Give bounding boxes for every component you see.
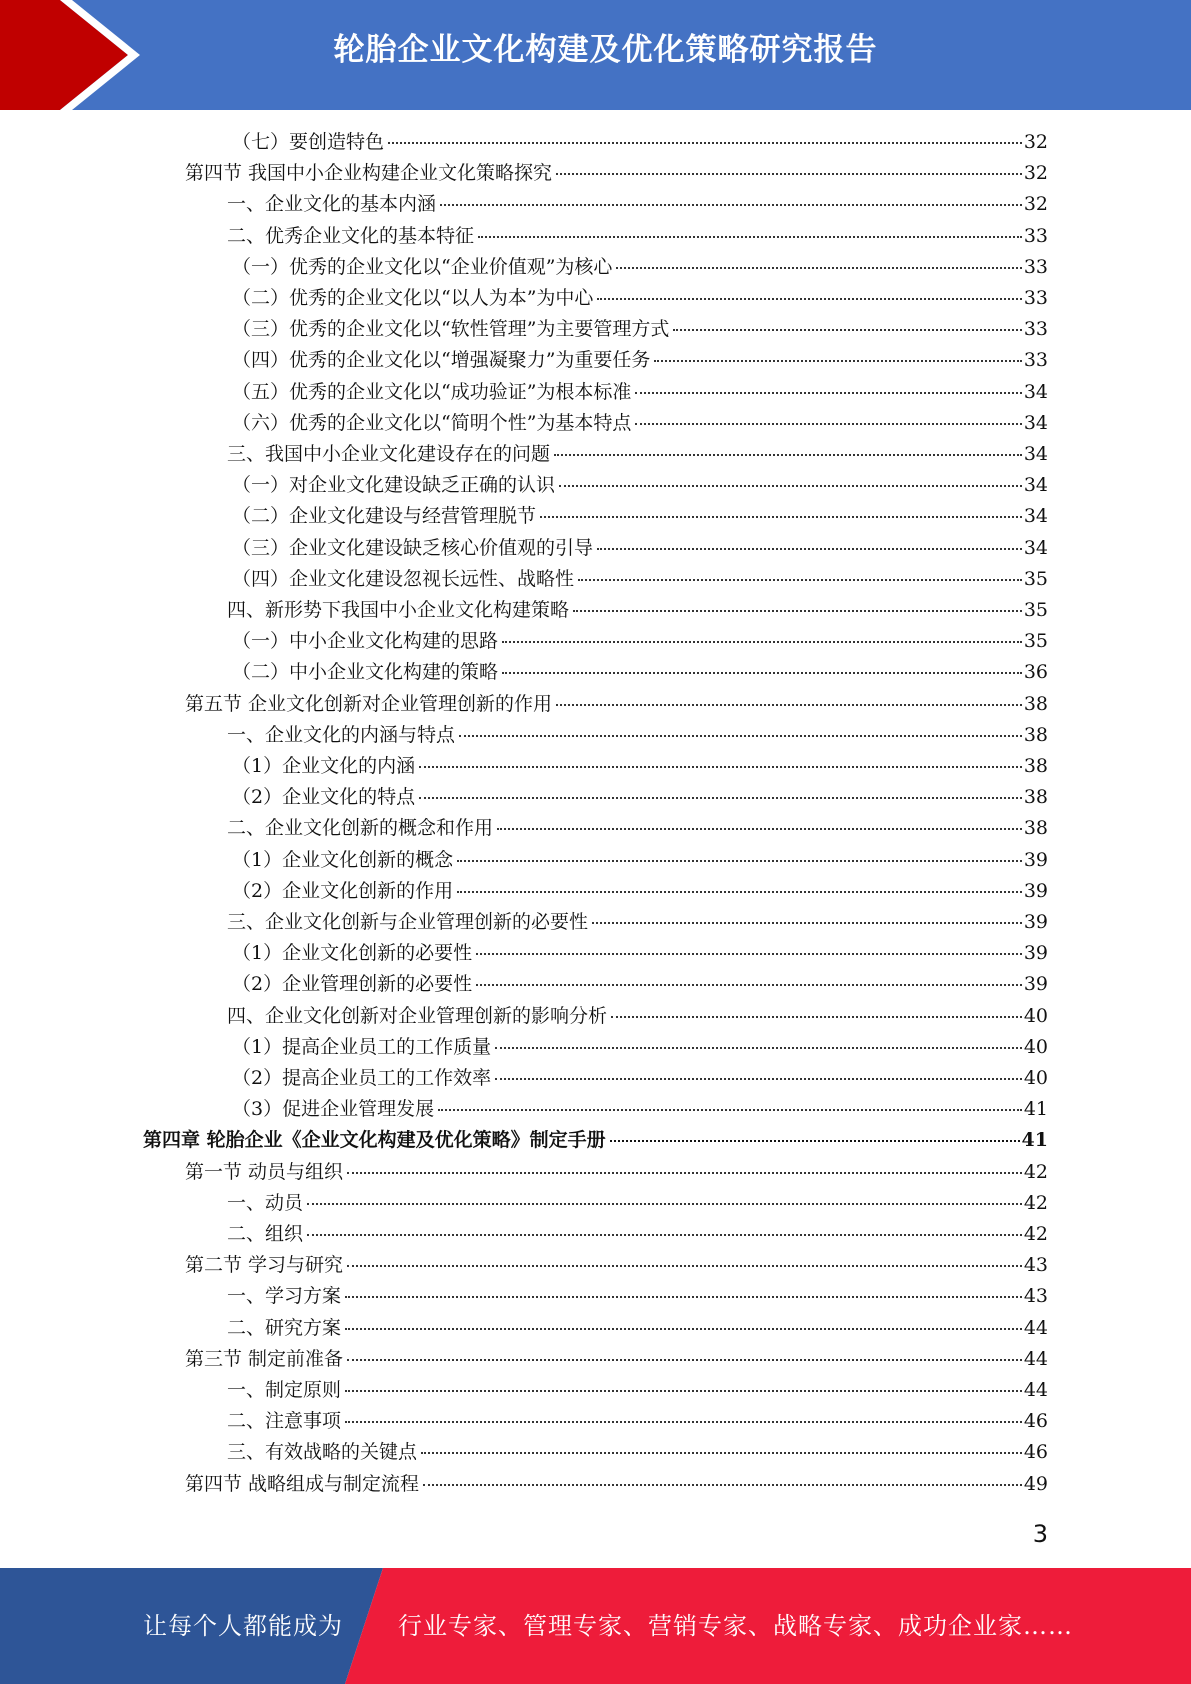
toc-dot-leader [347,1171,1022,1174]
toc-dot-leader [559,484,1022,487]
toc-entry[interactable] [232,283,1048,314]
toc-entry[interactable] [227,1188,1048,1219]
toc-entry[interactable] [185,1250,1048,1281]
toc-entry-title: （1）提高企业员工的工作质量 [232,1035,492,1058]
toc-entry-title: 二、优秀企业文化的基本特征 [227,224,475,247]
toc-entry-page: 36 [1023,661,1048,684]
toc-entry-page: 34 [1023,443,1048,465]
toc-entry-page: 44 [1023,1347,1048,1370]
page-header [0,0,1191,110]
toc-dot-leader [457,890,1022,893]
toc-entry-page: 40 [1023,1004,1048,1027]
toc-entry-page: 42 [1023,1160,1048,1183]
toc-entry-title: 第一节 动员与组织 [185,1160,344,1183]
toc-entry-title: 一、企业文化的基本内涵 [227,193,437,216]
toc-dot-leader [673,328,1021,331]
toc-entry-title: 二、注意事项 [227,1410,342,1433]
toc-entry[interactable] [185,1344,1048,1375]
toc-dot-leader [597,297,1021,300]
page-number: 3 [1032,1520,1048,1548]
toc-entry-page: 38 [1023,723,1048,746]
toc-entry[interactable] [227,439,1048,470]
toc-entry-page: 33 [1023,255,1048,278]
toc-entry[interactable] [227,189,1048,220]
toc-entry-title: 第三节 制定前准备 [185,1347,344,1370]
toc-dot-leader [438,1108,1022,1111]
toc-dot-leader [610,1139,1020,1142]
toc-dot-leader [421,1451,1022,1454]
toc-entry-page: 43 [1023,1285,1048,1308]
toc-entry-title: 二、企业文化创新的概念和作用 [227,817,494,840]
toc-entry[interactable] [227,720,1048,751]
toc-entry[interactable] [227,1437,1048,1468]
toc-entry-title: （2）企业管理创新的必要性 [232,973,473,996]
toc-entry-page: 39 [1023,848,1048,871]
toc-entry-page: 38 [1023,755,1048,777]
toc-dot-leader [457,859,1022,862]
toc-dot-leader [502,640,1022,643]
toc-entry-page: 39 [1023,973,1048,996]
toc-entry-page: 40 [1023,1067,1048,1089]
toc-dot-leader [578,578,1022,581]
toc-entry-title: （四）优秀的企业文化以“增强凝聚力”为重要任务 [232,349,651,372]
toc-dot-leader [635,391,1021,394]
toc-entry-title: （二）中小企业文化构建的策略 [232,661,499,684]
toc-entry-title: 一、制定原则 [227,1379,342,1401]
toc-entry[interactable] [232,564,1048,595]
toc-entry[interactable] [232,657,1048,688]
toc-entry-page: 41 [1023,1098,1048,1121]
toc-entry[interactable] [232,314,1048,345]
toc-entry-page: 34 [1023,536,1048,559]
toc-dot-leader [556,172,1022,175]
toc-entry-title: （3）促进企业管理发展 [232,1098,435,1121]
toc-dot-leader [419,796,1022,799]
toc-entry-title: （三）企业文化建设缺乏核心价值观的引导 [232,536,594,559]
toc-entry-page: 49 [1023,1472,1048,1495]
toc-entry-page: 34 [1023,411,1048,434]
toc-entry-title: 四、新形势下我国中小企业文化构建策略 [227,599,570,621]
toc-entry-title: （2）企业文化创新的作用 [232,879,454,902]
toc-entry-page: 32 [1023,162,1048,185]
toc-dot-leader [497,827,1022,830]
toc-entry-title: （四）企业文化建设忽视长远性、战略性 [232,567,575,590]
toc-entry-title: 第五节 企业文化创新对企业管理创新的作用 [185,692,553,715]
toc-entry-page: 40 [1023,1035,1048,1058]
toc-entry[interactable] [232,470,1048,501]
toc-entry-title: （七）要创造特色 [232,131,385,153]
toc-entry-title: （一）优秀的企业文化以“企业价值观”为核心 [232,255,613,278]
toc-entry-page: 44 [1023,1379,1048,1401]
toc-entry[interactable] [227,1313,1048,1344]
toc-entry-title: （三）优秀的企业文化以“软性管理”为主要管理方式 [232,318,670,341]
toc-entry-page: 38 [1023,786,1048,809]
toc-entry-title: （二）企业文化建设与经营管理脱节 [232,505,537,528]
toc-entry-page: 33 [1023,224,1048,247]
toc-entry-title: 一、动员 [227,1191,304,1214]
toc-dot-leader [611,1015,1022,1018]
toc-entry-page: 46 [1023,1441,1048,1464]
toc-dot-leader [345,1389,1022,1392]
toc-entry-page: 43 [1023,1254,1048,1277]
toc-dot-leader [423,1483,1022,1486]
toc-entry-page: 35 [1023,630,1048,653]
toc-entry[interactable] [232,533,1048,564]
toc-dot-leader [345,1327,1022,1330]
toc-entry-page: 41 [1021,1129,1048,1152]
toc-entry[interactable] [232,345,1048,376]
toc-entry[interactable] [232,1094,1048,1125]
toc-entry[interactable] [227,1406,1048,1437]
toc-entry[interactable] [185,1157,1048,1188]
toc-entry-page: 39 [1023,879,1048,902]
toc-entry[interactable] [232,501,1048,532]
toc-entry-title: 第四节 战略组成与制定流程 [185,1472,420,1495]
toc-entry[interactable] [232,1032,1048,1063]
toc-dot-leader [635,422,1021,425]
toc-dot-leader [616,266,1021,269]
toc-dot-leader [554,453,1022,456]
toc-entry-title: （1）企业文化创新的概念 [232,848,454,871]
toc-dot-leader [307,1202,1022,1205]
toc-entry-title: 第二节 学习与研究 [185,1254,344,1277]
toc-dot-leader [495,1077,1022,1080]
toc-entry-title: 一、企业文化的内涵与特点 [227,723,456,746]
toc-dot-leader [307,1233,1022,1236]
toc-dot-leader [476,952,1022,955]
toc-dot-leader [345,1420,1022,1423]
toc-entry[interactable] [232,1063,1048,1094]
toc-entry-title: （六）优秀的企业文化以“简明个性”为基本特点 [232,411,632,434]
document-title: 轮胎企业文化构建及优化策略研究报告 [333,32,878,68]
toc-entry-page: 33 [1023,287,1048,309]
toc-entry-title: （五）优秀的企业文化以“成功验证”为根本标准 [232,380,632,403]
toc-dot-leader [597,547,1022,550]
toc-entry-title: （一）对企业文化建设缺乏正确的认识 [232,474,556,497]
toc-entry-title: （1）企业文化创新的必要性 [232,942,473,965]
toc-entry[interactable] [227,595,1048,626]
toc-entry-title: （二）优秀的企业文化以“以人为本”为中心 [232,287,594,309]
toc-dot-leader [592,921,1022,924]
toc-dot-leader [556,703,1022,706]
toc-entry-page: 39 [1023,942,1048,965]
toc-entry[interactable] [227,221,1048,252]
toc-entry[interactable] [227,1219,1048,1250]
toc-entry-page: 44 [1023,1316,1048,1339]
toc-entry-title: 三、企业文化创新与企业管理创新的必要性 [227,911,589,933]
toc-entry[interactable] [227,1375,1048,1406]
toc-dot-leader [478,235,1022,238]
toc-entry[interactable] [227,1001,1048,1032]
toc-entry[interactable] [232,408,1048,439]
toc-entry[interactable] [185,1469,1048,1500]
footer-slogan-left: 让每个人都能成为 [143,1612,343,1640]
toc-entry-title: （2）提高企业员工的工作效率 [232,1067,492,1089]
toc-entry-page: 42 [1023,1191,1048,1214]
toc-dot-leader [345,1295,1022,1298]
toc-entry-page: 32 [1023,193,1048,216]
toc-entry-title: 四、企业文化创新对企业管理创新的影响分析 [227,1004,608,1027]
toc-dot-leader [419,765,1022,768]
toc-entry-title: 第四节 我国中小企业构建企业文化策略探究 [185,162,553,185]
toc-entry-page: 42 [1023,1223,1048,1245]
toc-entry[interactable] [143,1125,1048,1156]
toc-entry[interactable] [232,938,1048,969]
toc-entry[interactable] [232,377,1048,408]
toc-entry-title: 一、学习方案 [227,1285,342,1308]
toc-entry[interactable] [227,813,1048,844]
toc-entry-title: 二、组织 [227,1223,304,1245]
toc-entry-title: 三、有效战略的关键点 [227,1441,418,1464]
toc-entry-title: （1）企业文化的内涵 [232,755,416,777]
footer-slogan-right: 行业专家、管理专家、营销专家、战略专家、成功企业家…… [398,1612,1073,1640]
toc-entry[interactable] [232,969,1048,1000]
toc-entry-page: 35 [1023,567,1048,590]
toc-entry[interactable] [227,1281,1048,1312]
toc-dot-leader [347,1264,1022,1267]
toc-entry-page: 35 [1023,599,1048,621]
toc-entry[interactable] [227,907,1048,938]
toc-dot-leader [495,1046,1022,1049]
toc-entry-page: 39 [1023,911,1048,933]
toc-entry-page: 32 [1023,131,1048,153]
toc-entry-page: 38 [1023,692,1048,715]
toc-dot-leader [502,671,1022,674]
toc-entry-page: 33 [1023,318,1048,341]
page-footer [0,1568,1191,1684]
toc-dot-leader [388,141,1022,144]
toc-entry-page: 34 [1023,505,1048,528]
toc-entry-title: （一）中小企业文化构建的思路 [232,630,499,653]
toc-dot-leader [347,1358,1022,1361]
toc-entry[interactable] [185,158,1048,189]
toc-entry[interactable] [185,689,1048,720]
toc-dot-leader [476,983,1022,986]
toc-entry[interactable] [232,127,1048,158]
toc-dot-leader [654,359,1021,362]
toc-entry-page: 46 [1023,1410,1048,1433]
toc-dot-leader [440,203,1022,206]
toc-entry-title: 第四章 轮胎企业《企业文化构建及优化策略》制定手册 [143,1129,606,1152]
toc-entry[interactable] [232,626,1048,657]
toc-entry[interactable] [232,845,1048,876]
toc-dot-leader [573,609,1022,612]
toc-dot-leader [540,515,1022,518]
toc-entry[interactable] [232,252,1048,283]
toc-entry-title: 三、我国中小企业文化建设存在的问题 [227,443,551,465]
toc-entry[interactable] [232,782,1048,813]
toc-entry-page: 33 [1023,349,1048,372]
toc-entry-title: 二、研究方案 [227,1316,342,1339]
toc-dot-leader [459,734,1022,737]
toc-entry-page: 34 [1023,380,1048,403]
toc-entry[interactable] [232,751,1048,782]
toc-entry[interactable] [232,876,1048,907]
toc-entry-page: 34 [1023,474,1048,497]
toc-entry-title: （2）企业文化的特点 [232,786,416,809]
toc-entry-page: 38 [1023,817,1048,840]
